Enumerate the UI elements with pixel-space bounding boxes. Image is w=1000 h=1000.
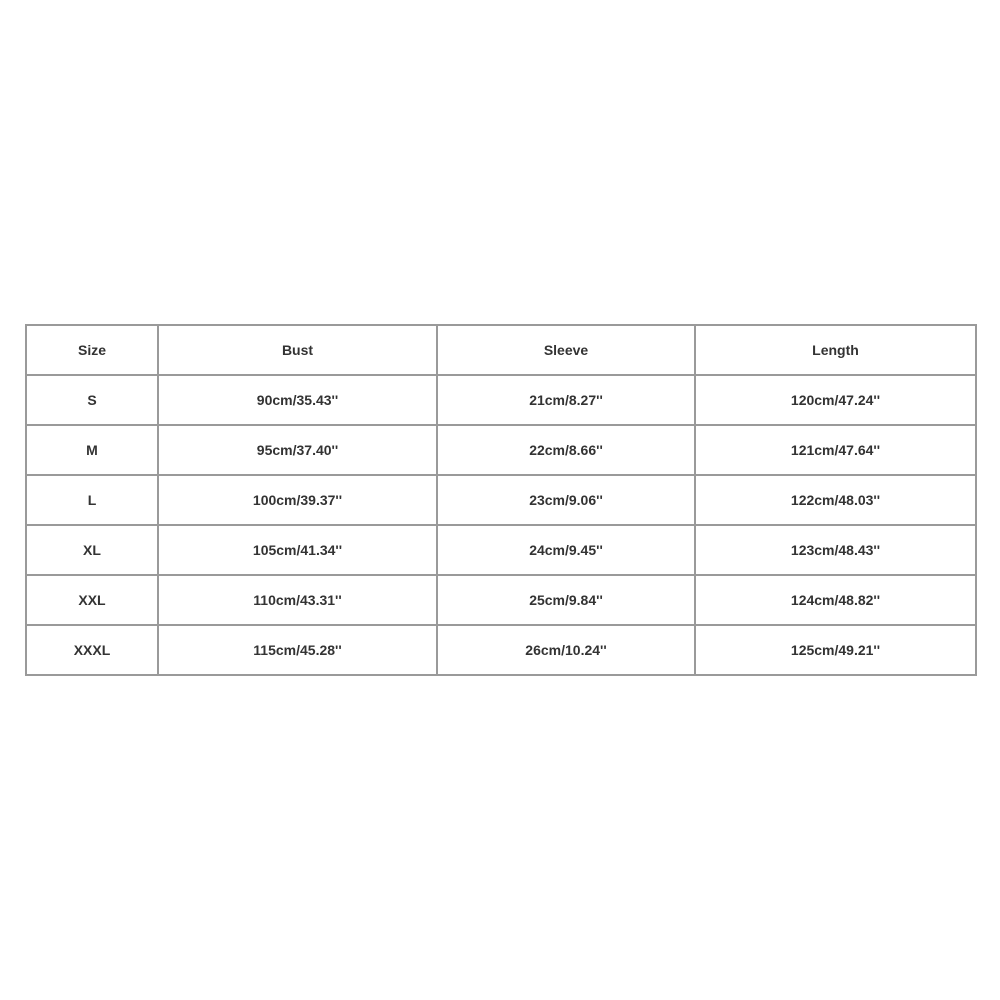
cell-size: L <box>26 475 158 525</box>
table-row <box>26 425 976 475</box>
cell-bust: 95cm/37.40'' <box>158 425 437 475</box>
cell-bust: 90cm/35.43'' <box>158 375 437 425</box>
table-row <box>26 625 976 675</box>
cell-bust: 100cm/39.37'' <box>158 475 437 525</box>
cell-size: XXXL <box>26 625 158 675</box>
table-row <box>26 575 976 625</box>
header-sleeve: Sleeve <box>437 325 695 375</box>
cell-size: XL <box>26 525 158 575</box>
cell-sleeve: 24cm/9.45'' <box>437 525 695 575</box>
table-row <box>26 525 976 575</box>
cell-sleeve: 25cm/9.84'' <box>437 575 695 625</box>
cell-length: 124cm/48.82'' <box>695 575 976 625</box>
cell-length: 120cm/47.24'' <box>695 375 976 425</box>
cell-bust: 105cm/41.34'' <box>158 525 437 575</box>
table-row <box>26 375 976 425</box>
cell-bust: 115cm/45.28'' <box>158 625 437 675</box>
cell-length: 122cm/48.03'' <box>695 475 976 525</box>
cell-length: 121cm/47.64'' <box>695 425 976 475</box>
cell-sleeve: 26cm/10.24'' <box>437 625 695 675</box>
cell-size: M <box>26 425 158 475</box>
cell-sleeve: 23cm/9.06'' <box>437 475 695 525</box>
table-row <box>26 475 976 525</box>
header-length: Length <box>695 325 976 375</box>
cell-sleeve: 22cm/8.66'' <box>437 425 695 475</box>
cell-length: 123cm/48.43'' <box>695 525 976 575</box>
size-chart-table <box>25 324 977 676</box>
header-bust: Bust <box>158 325 437 375</box>
header-size: Size <box>26 325 158 375</box>
cell-bust: 110cm/43.31'' <box>158 575 437 625</box>
cell-size: S <box>26 375 158 425</box>
table-header-row <box>26 325 976 375</box>
cell-length: 125cm/49.21'' <box>695 625 976 675</box>
cell-size: XXL <box>26 575 158 625</box>
cell-sleeve: 21cm/8.27'' <box>437 375 695 425</box>
